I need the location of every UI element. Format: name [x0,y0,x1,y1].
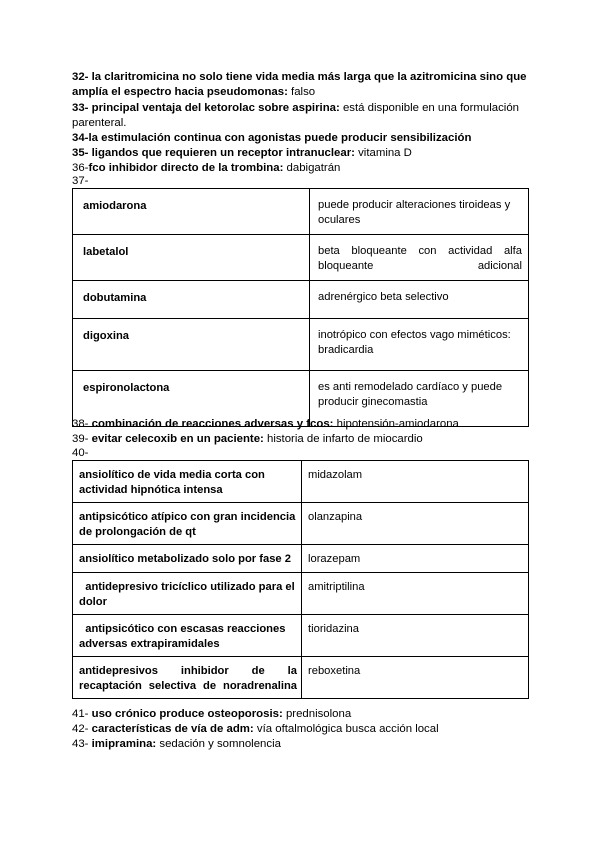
description-cell: ansiolítico metabolizado solo por fase 2 [73,545,302,573]
item-number: 42- [72,723,89,735]
table-row [73,545,529,573]
question-text: imipramina: [88,738,157,750]
item-number: 34- [72,132,89,144]
drug-cell: espironolactona [73,371,310,427]
description-cell: inotrópico con efectos vago miméticos: bradicardia [310,319,529,371]
table-row [73,657,529,699]
question-text: combinación de reacciones adversas y fcos: [88,418,334,430]
answer-text: falso [287,86,316,99]
item-number: 39- [72,433,89,445]
answer-text: hipotensión-amiodarona [333,418,459,430]
question-text: ligandos que requieren un receptor intranuclear: [88,147,355,159]
answer-text: prednisolona [282,708,352,720]
item-number: 35- [72,147,89,159]
question-text: evitar celecoxib en un paciente: [88,433,264,445]
question-text: fco inhibidor directo de la trombina: [88,162,284,174]
table-row [73,461,529,503]
item-42 [72,722,528,737]
item-number: 36- [72,162,89,174]
item-number: 40- [72,447,89,459]
description-cell: antipsicótico atípico con gran incidencia de prolongación de qt [73,503,302,545]
drug-cell: midazolam [302,461,529,503]
question-text: principal ventaja del ketorolac sobre aspirina: [88,102,340,114]
description-cell: puede producir alteraciones tiroideas y oculares [310,189,529,235]
table-row [73,503,529,545]
answer-text: historia de infarto de miocardio [263,433,423,445]
item-number: 43- [72,738,89,750]
item-number: 32- [72,71,89,83]
drug-cell: tioridazina [302,615,529,657]
drug-cell: olanzapina [302,503,529,545]
item-number: 33- [72,102,89,114]
question-text: características de vía de adm: [88,723,254,735]
question-text: amplía el espectro hacia pseudomonas: [72,86,288,99]
question-text: la estimulación continua con agonistas puede producir sensibilización [88,132,472,144]
table-row [73,573,529,615]
description-cell: ansiolítico de vida media corta con actividad hipnótica intensa [73,461,302,503]
item-39 [72,432,528,447]
table-40 [72,460,529,699]
answer-text: está disponible en una formulación [339,102,519,114]
item-41 [72,707,528,722]
item-40 [72,446,528,461]
drug-cell: digoxina [73,319,310,371]
item-37 [72,174,528,189]
drug-cell: amiodarona [73,189,310,235]
drug-cell: reboxetina [302,657,529,699]
answer-text: sedación y somnolencia [156,738,281,750]
drug-cell: amitriptilina [302,573,529,615]
item-43 [72,737,528,752]
description-cell: antidepresivos inhibidor de la recaptación selectiva de noradrenalina [73,657,302,699]
table-row [73,319,529,371]
description-cell: beta bloqueante con actividad alfa bloqueante adicional [310,235,529,281]
description-cell: antipsicótico con escasas reacciones adversas extrapiramidales [73,615,302,657]
description-cell: antidepresivo tricíclico utilizado para el dolor [73,573,302,615]
item-number: 41- [72,708,89,720]
description-cell: es anti remodelado cardíaco y puede producir ginecomastia [310,371,529,427]
drug-cell: dobutamina [73,281,310,319]
table-row [73,189,529,235]
table-row [73,281,529,319]
drug-cell: lorazepam [302,545,529,573]
item-35 [72,146,528,161]
question-text: la claritromicina no solo tiene vida media más larga que la azitromicina sino que [88,71,527,83]
answer-text: dabigatrán [283,162,341,174]
description-cell: adrenérgico beta selectivo [310,281,529,319]
answer-text: vía oftalmológica busca acción local [253,723,439,735]
item-34 [72,131,528,146]
item-38 [72,417,528,432]
table-row [73,615,529,657]
table-row [73,235,529,281]
item-number: 37- [72,175,89,187]
item-number: 38- [72,418,89,430]
item-33 [72,101,528,131]
drug-cell: labetalol [73,235,310,281]
question-text: uso crónico produce osteoporosis: [88,708,283,720]
answer-text: parenteral. [72,117,127,130]
table-37 [72,188,529,427]
answer-text: vitamina D [354,147,412,159]
item-32 [72,70,528,100]
